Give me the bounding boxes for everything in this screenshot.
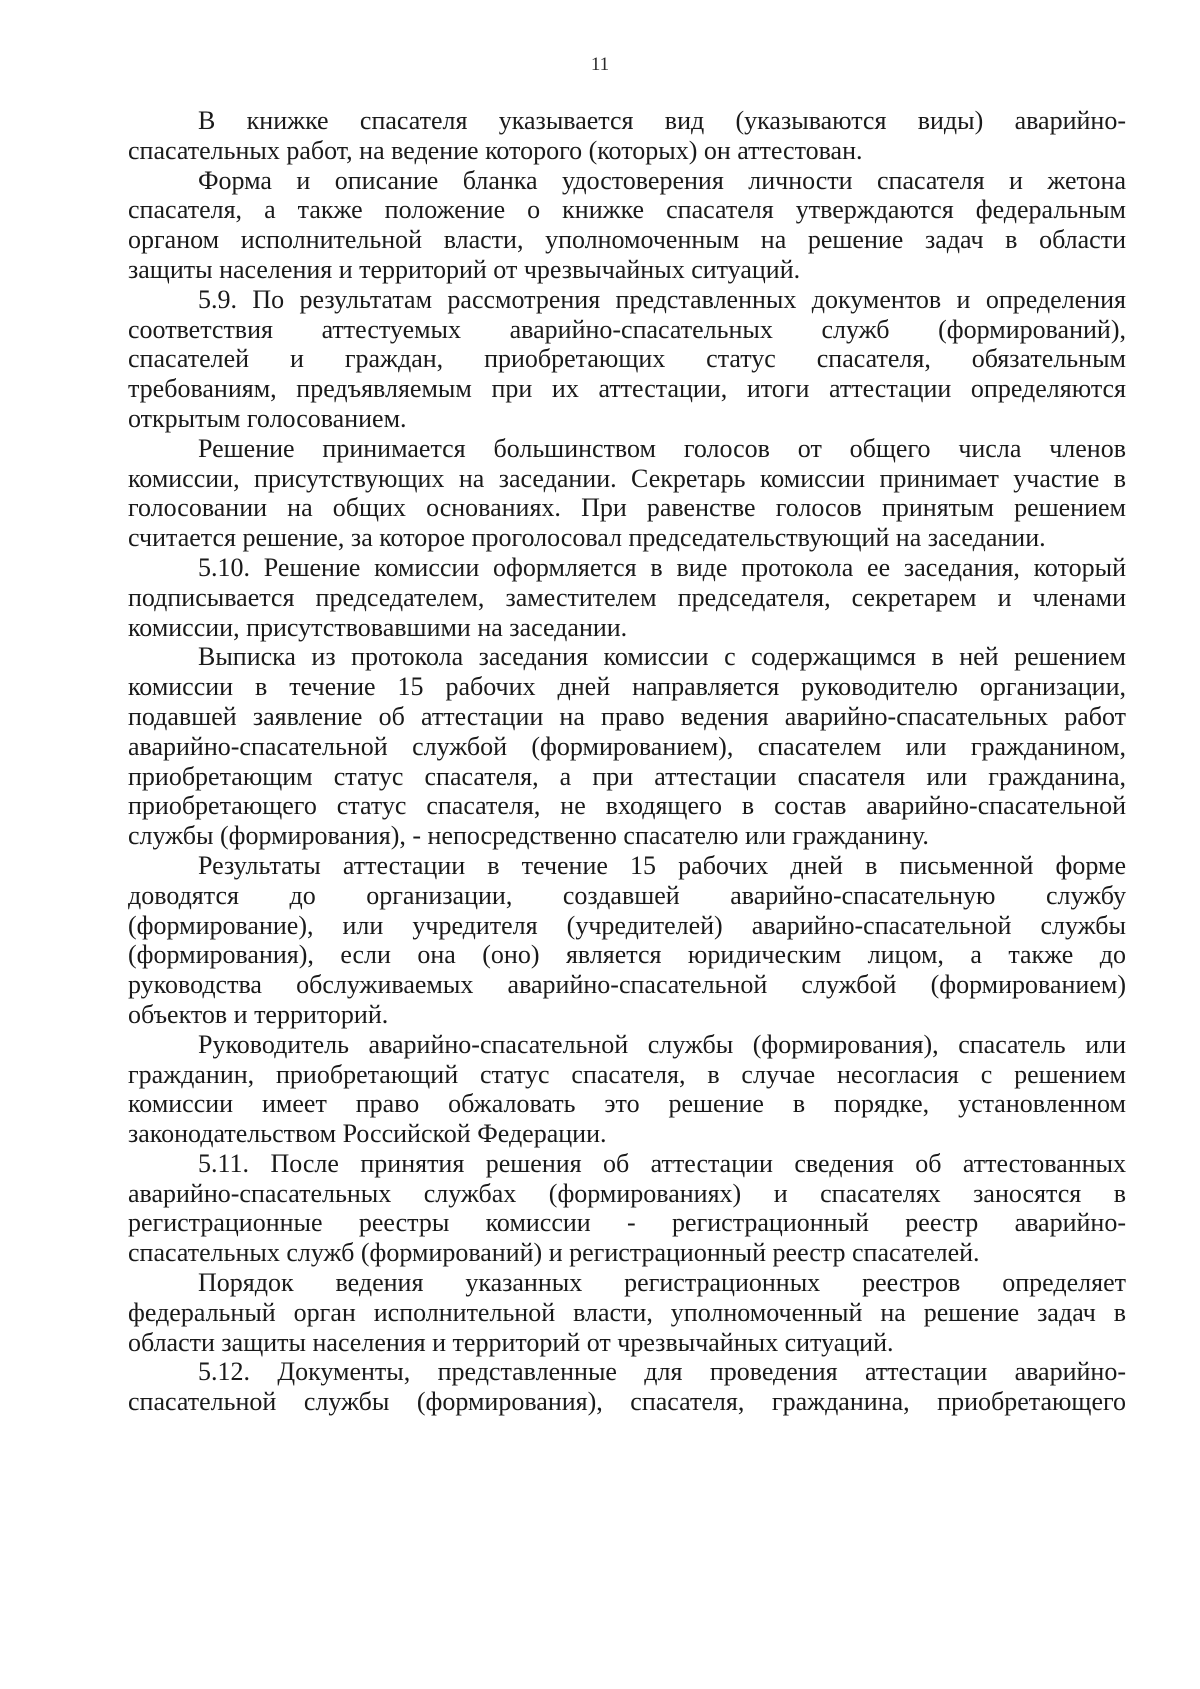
text-line: руководства обслуживаемых аварийно-спасательной службой (формированием): [128, 970, 1126, 1000]
text-line: Руководитель аварийно-спасательной службы (формирования), спасатель или: [198, 1029, 1126, 1059]
text-line: аварийно-спасательной службой (формированием), спасателем или гражданином,: [128, 731, 1126, 761]
text-line: Форма и описание бланка удостоверения личности спасателя и жетона: [198, 165, 1126, 195]
text-line: аварийно-спасательных службах (формированиях) и спасателях заносятся в: [128, 1178, 1126, 1208]
text-line: приобретающего статус спасателя, не входящего в состав аварийно-спасательной: [128, 791, 1126, 821]
text-line: службы (формирования), - непосредственно спасателю или гражданину.: [128, 821, 929, 851]
text-line: В книжке спасателя указывается вид (указываются виды) аварийно-: [198, 106, 1126, 135]
text-line: 5.12. Документы, представленные для проведения аттестации аварийно-: [198, 1357, 1126, 1387]
text-line: спасательных работ, на ведение которого (которых) он аттестован.: [128, 135, 863, 165]
text-line: приобретающим статус спасателя, а при аттестации спасателя или гражданина,: [128, 761, 1126, 791]
text-line: 5.10. Решение комиссии оформляется в виде протокола ее заседания, который: [198, 552, 1126, 582]
text-line: 5.11. После принятия решения об аттестации сведения об аттестованных: [198, 1148, 1126, 1178]
text-line: законодательством Российской Федерации.: [128, 1119, 607, 1149]
text-line: защиты населения и территорий от чрезвычайных ситуаций.: [128, 254, 801, 284]
text-line: регистрационные реестры комиссии - регистрационный реестр аварийно-: [128, 1208, 1126, 1238]
document-body: [128, 106, 1126, 1417]
text-line: комиссии, присутствующих на заседании. Секретарь комиссии принимает участие в: [128, 463, 1126, 493]
text-line: гражданин, приобретающий статус спасателя, в случае несогласия с решением: [128, 1059, 1126, 1089]
text-line: спасательных служб (формирований) и регистрационный реестр спасателей.: [128, 1238, 980, 1268]
text-line: Результаты аттестации в течение 15 рабочих дней в письменной форме: [198, 850, 1126, 880]
text-line: доводятся до организации, создавшей аварийно-спасательную службу: [128, 880, 1126, 910]
text-line: считается решение, за которое проголосовал председательствующий на заседании.: [128, 523, 1046, 553]
text-line: 5.9. По результатам рассмотрения представленных документов и определения: [198, 284, 1126, 314]
page-number: 11: [590, 54, 610, 75]
text-line: Выписка из протокола заседания комиссии с содержащимся в ней решением: [198, 642, 1126, 672]
text-line: требованиям, предъявляемым при их аттестации, итоги аттестации определяются: [128, 374, 1126, 404]
text-line: соответствия аттестуемых аварийно-спасательных служб (формирований),: [128, 314, 1126, 344]
text-line: Порядок ведения указанных регистрационных реестров определяет: [198, 1268, 1126, 1298]
text-line: (формирование), или учредителя (учредителей) аварийно-спасательной службы: [128, 910, 1126, 940]
text-line: комиссии имеет право обжаловать это решение в порядке, установленном: [128, 1089, 1126, 1119]
text-line: комиссии в течение 15 рабочих дней направляется руководителю организации,: [128, 672, 1126, 702]
text-line: Решение принимается большинством голосов от общего числа членов: [198, 433, 1126, 463]
text-line: спасателей и граждан, приобретающих статус спасателя, обязательным: [128, 344, 1126, 374]
text-line: (формирования), если она (оно) является юридическим лицом, а также до: [128, 940, 1126, 970]
text-line: подавшей заявление об аттестации на право ведения аварийно-спасательных работ: [128, 701, 1126, 731]
text-line: голосовании на общих основаниях. При равенстве голосов принятым решением: [128, 493, 1126, 523]
text-line: объектов и территорий.: [128, 999, 389, 1029]
text-line: спасательной службы (формирования), спасателя, гражданина, приобретающего: [128, 1387, 1126, 1417]
text-line: федеральный орган исполнительной власти, уполномоченный на решение задач в: [128, 1297, 1126, 1327]
text-line: области защиты населения и территорий от чрезвычайных ситуаций.: [128, 1327, 894, 1357]
text-line: комиссии, присутствовавшими на заседании.: [128, 612, 628, 642]
text-line: спасателя, а также положение о книжке спасателя утверждаются федеральным: [128, 195, 1126, 225]
text-line: подписывается председателем, заместителем председателя, секретарем и членами: [128, 582, 1126, 612]
text-line: органом исполнительной власти, уполномоченным на решение задач в области: [128, 225, 1126, 255]
text-line: открытым голосованием.: [128, 403, 407, 433]
